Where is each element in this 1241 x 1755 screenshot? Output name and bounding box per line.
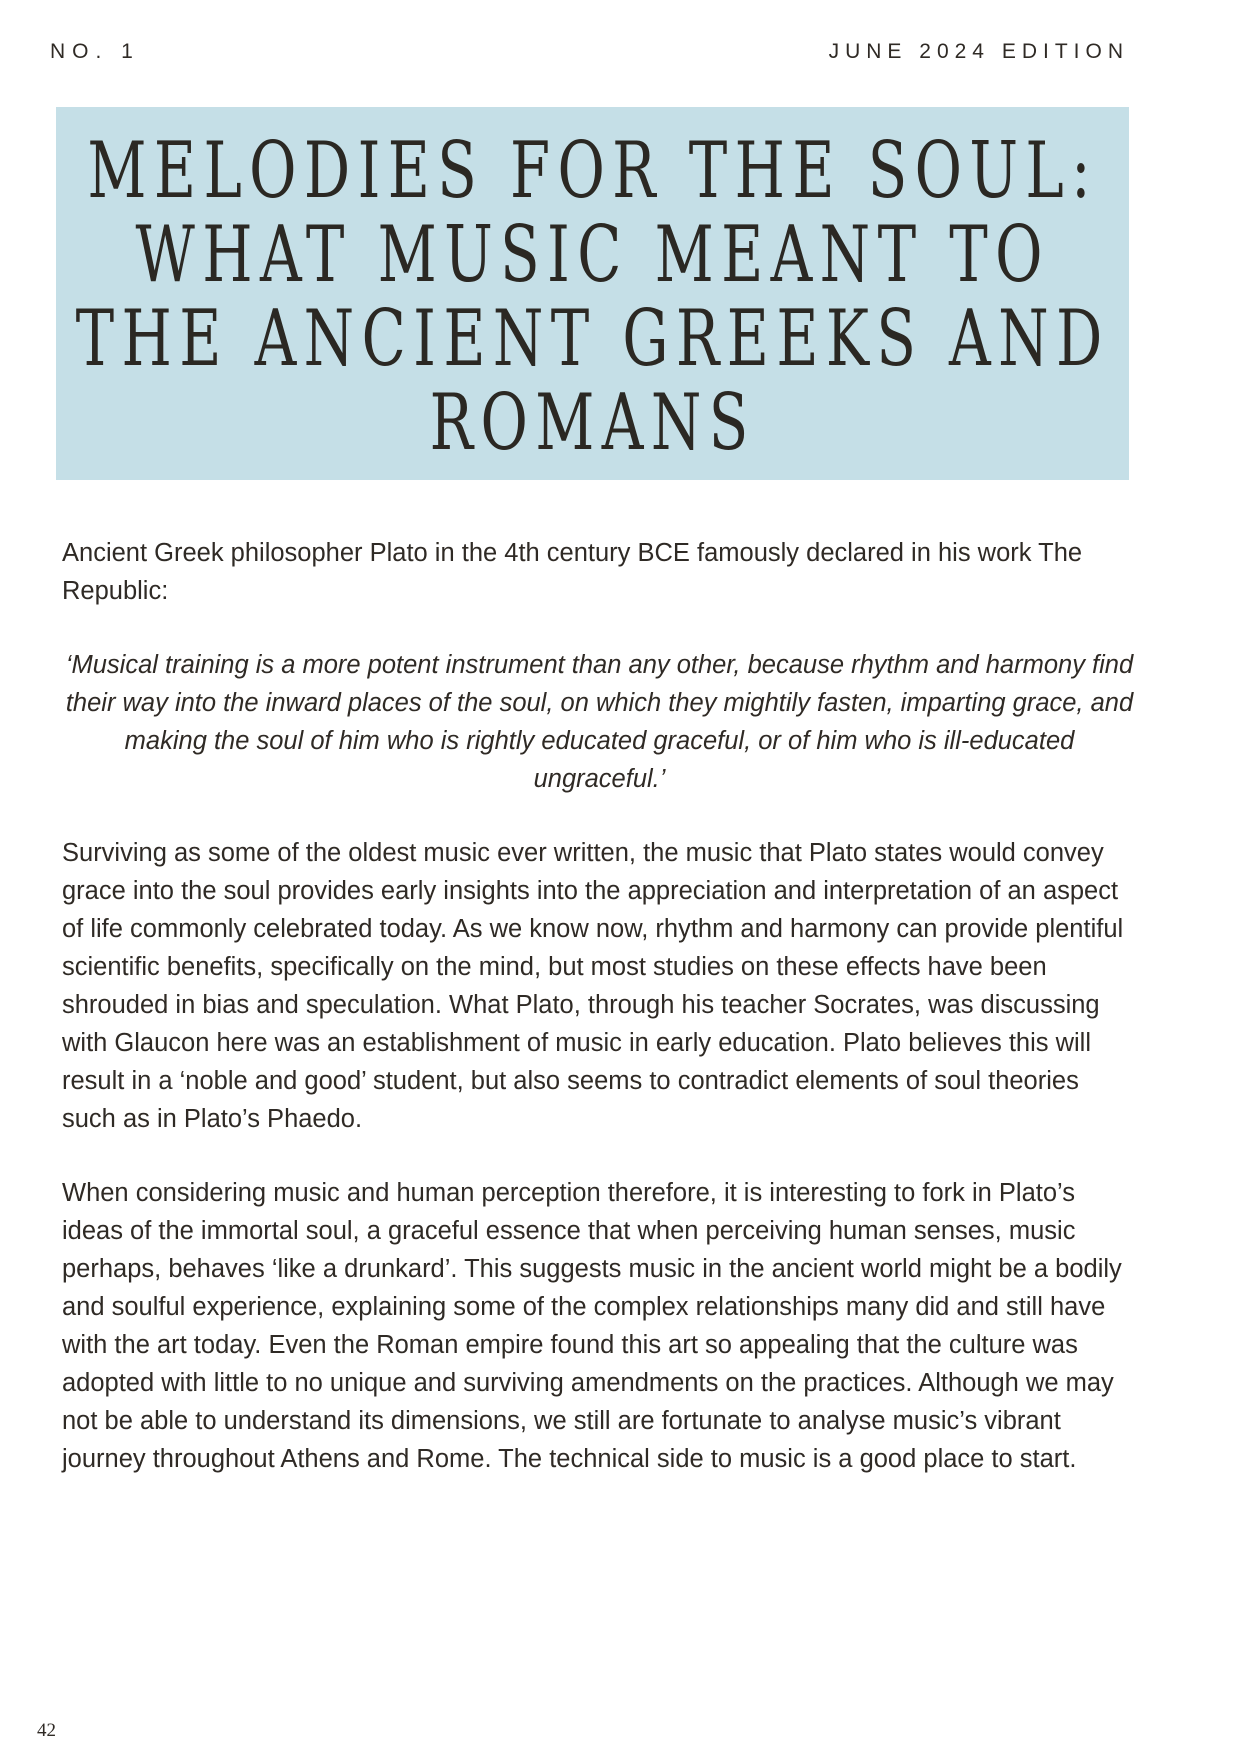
page-number: 42 (37, 1720, 56, 1741)
title-banner (56, 107, 1129, 480)
article-title-line: THE ANCIENT GREEKS AND (75, 293, 1110, 384)
article-title-line: WHAT MUSIC MEANT TO (135, 209, 1050, 300)
edition-label: JUNE 2024 EDITION (828, 40, 1129, 63)
article-title-line: MELODIES FOR THE SOUL: (87, 125, 1098, 216)
intro-paragraph: Ancient Greek philosopher Plato in the 4th century BCE famously declared in his work The Republic: (62, 539, 1083, 605)
article-title-line: ROMANS (429, 377, 756, 468)
article-body (62, 534, 1137, 1514)
article-title (75, 123, 1110, 468)
plato-quote: ‘Musical training is a more potent instrument than any other, because rhythm and harmony find their way into the inward places of the soul, on which they mightily fasten, imparting grace, and making the soul of him who is rightly educated graceful, or of him who is ill-educated ungraceful.’ (65, 651, 1134, 793)
body-paragraph-1: Surviving as some of the oldest music ever written, the music that Plato states would convey grace into the soul provides early insights into the appreciation and interpretation of an aspect of life commonly celebrated today. As we know now, rhythm and harmony can provide plentiful scientific benefits, specifically on the mind, but most studies on these effects have been shrouded in bias and speculation. What Plato, through his teacher Socrates, was discussing with Glaucon here was an establishment of music in early education. Plato believes this will result in a ‘noble and good’ student, but also seems to contradict elements of soul theories such as in Plato’s Phaedo. (62, 839, 1124, 1133)
issue-number: NO. 1 (50, 40, 140, 63)
body-paragraph-2: When considering music and human perception therefore, it is interesting to fork in Plato’s ideas of the immortal soul, a graceful essence that when perceiving human senses, music perhaps, behaves ‘like a drunkard’. This suggests music in the ancient world might be a bodily and soulful experience, explaining some of the complex relationships many did and still have with the art today. Even the Roman empire found this art so appealing that the culture was adopted with little to no unique and surviving amendments on the practices. Although we may not be able to understand its dimensions, we still are fortunate to analyse music’s vibrant journey throughout Athens and Rome. The technical side to music is a good place to start. (62, 1179, 1122, 1473)
